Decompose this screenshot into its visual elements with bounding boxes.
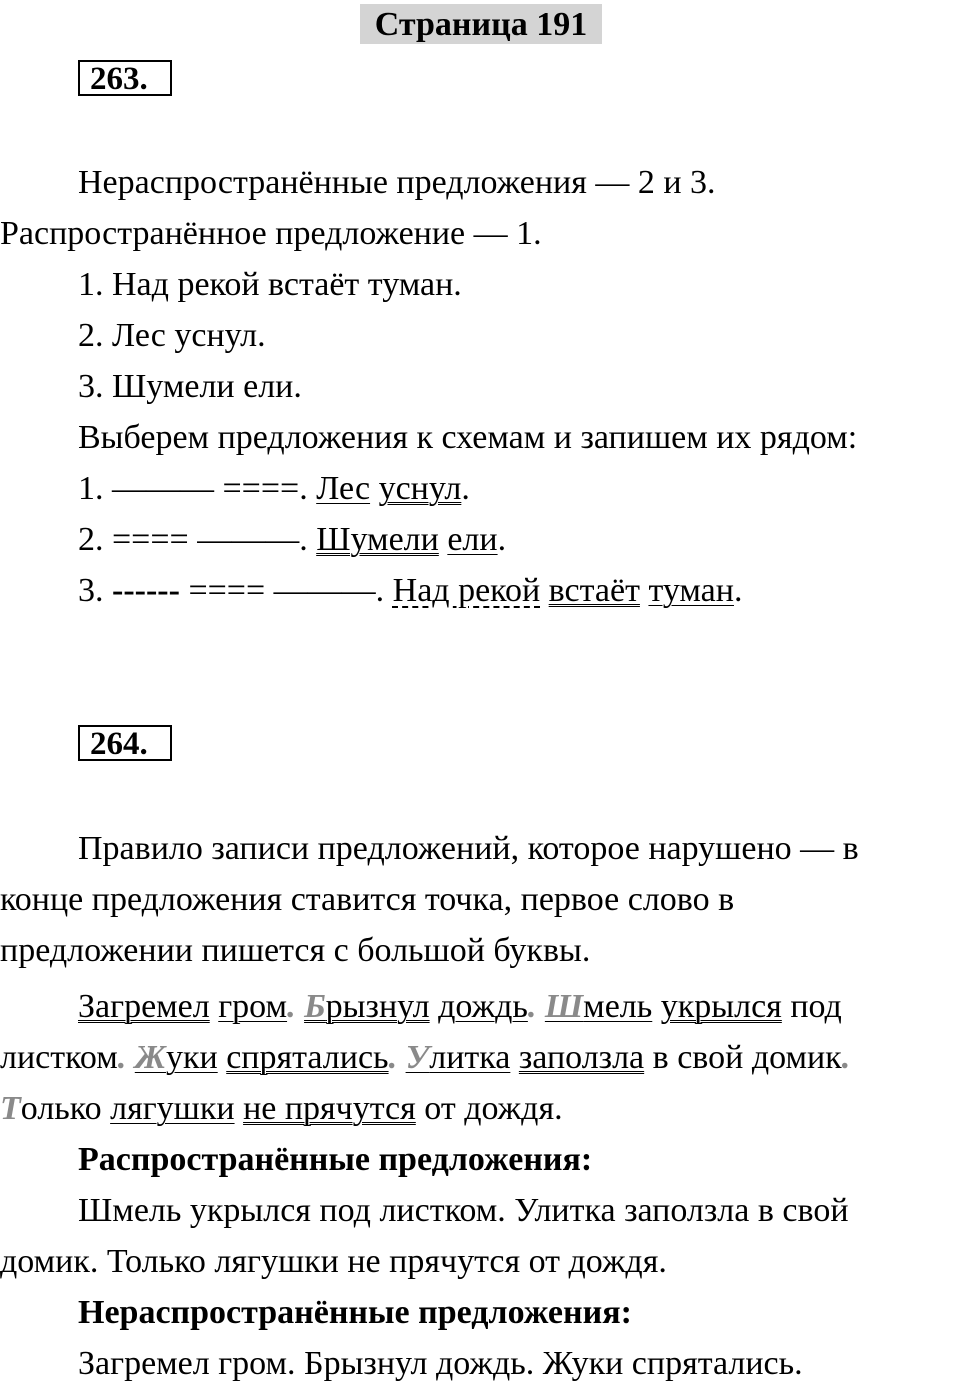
ex264-heading-simple: Нераспространённые предложения:	[78, 1294, 632, 1331]
ex264-rule1: Правило записи предложений, которое нарушено — в	[78, 830, 859, 867]
ex263-scheme3	[78, 571, 960, 611]
exercise-number-dot: .	[139, 726, 148, 762]
predicate-word: уснул	[378, 470, 462, 507]
ex263-sentence1: 1. Над рекой встаёт туман.	[78, 266, 462, 303]
corrected-capital: Ш	[544, 988, 584, 1025]
subject-word	[135, 1039, 218, 1076]
period: .	[497, 521, 507, 558]
exercise-number: 264	[90, 726, 140, 762]
plain-text: листком	[0, 1039, 118, 1076]
corrected-capital: Ж	[134, 1039, 166, 1076]
corrected-capital: Б	[304, 988, 326, 1025]
predicate-word: спрятались	[226, 1039, 389, 1076]
plain-text: под	[781, 988, 842, 1025]
word-rest: литка	[429, 1039, 511, 1076]
ex263-instruction: Выберем предложения к схемам и запишем их рядом:	[78, 419, 858, 456]
ex264-text-line1	[78, 987, 960, 1027]
period: .	[733, 572, 743, 609]
exercise-number-263	[78, 60, 172, 96]
ex263-sentence3: 3. Шумели ели.	[78, 368, 302, 405]
ex263-scheme1	[78, 469, 960, 509]
inserted-period: .	[841, 1039, 851, 1076]
word-rest: уки	[166, 1039, 218, 1076]
ex264-text-line2	[0, 1038, 960, 1078]
space	[102, 1090, 111, 1127]
predicate-word: заползла	[518, 1039, 645, 1076]
predicate-word: встаёт	[548, 572, 640, 609]
exercise-number-264	[78, 725, 172, 761]
subject-word	[406, 1039, 511, 1076]
corrected-capital: У	[405, 1039, 430, 1076]
scheme-mid: ==== ———.	[179, 572, 393, 609]
word-rest: рызнул	[325, 988, 430, 1025]
predicate-word: Загремел	[78, 988, 210, 1025]
inserted-period: .	[117, 1039, 135, 1076]
ex263-sentence2: 2. Лес уснул.	[78, 317, 266, 354]
plain-text: от дождя.	[415, 1090, 563, 1127]
ex264-rule3: предложении пишется с большой буквы.	[0, 932, 591, 969]
scheme-prefix: 1. ——— ====.	[78, 470, 317, 507]
predicate-word: укрылся	[660, 988, 782, 1025]
corrected-capital: Т	[0, 1090, 21, 1127]
ex264-extended-line2: домик. Только лягушки не прячутся от дождя.	[0, 1243, 667, 1280]
ex263-line1: Нераспространённые предложения — 2 и 3.	[78, 164, 716, 201]
exercise-number: 263	[90, 61, 140, 97]
subject-word: гром	[218, 988, 288, 1025]
inserted-period: .	[388, 1039, 406, 1076]
subject-word: туман	[648, 572, 734, 609]
space	[510, 1039, 519, 1076]
scheme-prefix: 3.	[78, 572, 112, 609]
ex263-scheme2	[78, 520, 960, 560]
space	[540, 572, 549, 609]
space	[218, 1039, 227, 1076]
subject-word: лягушки	[110, 1090, 235, 1127]
predicate-word	[304, 988, 430, 1025]
exercise-number-dot: .	[139, 61, 148, 97]
period: .	[461, 470, 470, 507]
ex263-line2: Распространённое предложение — 1.	[0, 215, 542, 252]
ex264-simple-line1: Загремел гром. Брызнул дождь. Жуки спрятались.	[78, 1345, 803, 1382]
space	[652, 988, 661, 1025]
space	[235, 1090, 244, 1127]
subject-word: дождь	[438, 988, 528, 1025]
plain-text: в свой домик	[644, 1039, 842, 1076]
word-rest: олько	[20, 1090, 102, 1127]
subject-word: ели	[447, 521, 498, 558]
inserted-period: .	[527, 988, 545, 1025]
ex264-heading-extended: Распространённые предложения:	[78, 1141, 593, 1178]
predicate-word: не прячутся	[243, 1090, 416, 1127]
subject-word: Лес	[316, 470, 371, 507]
space	[370, 470, 379, 507]
adverbial-phrase: Над рекой	[392, 572, 541, 609]
space	[210, 988, 219, 1025]
page-title: Страница 191	[360, 4, 602, 44]
inserted-period: .	[287, 988, 305, 1025]
subject-word	[545, 988, 652, 1025]
scheme-dash: ------	[112, 572, 180, 609]
scheme-prefix: 2. ==== ———.	[78, 521, 317, 558]
ex264-text-line3	[0, 1089, 960, 1129]
ex264-rule2: конце предложения ставится точка, первое слово в	[0, 881, 735, 918]
space	[430, 988, 439, 1025]
predicate-word: Шумели	[316, 521, 439, 558]
ex264-extended-line1: Шмель укрылся под листком. Улитка заползла в свой	[78, 1192, 849, 1229]
word-rest: мель	[583, 988, 653, 1025]
